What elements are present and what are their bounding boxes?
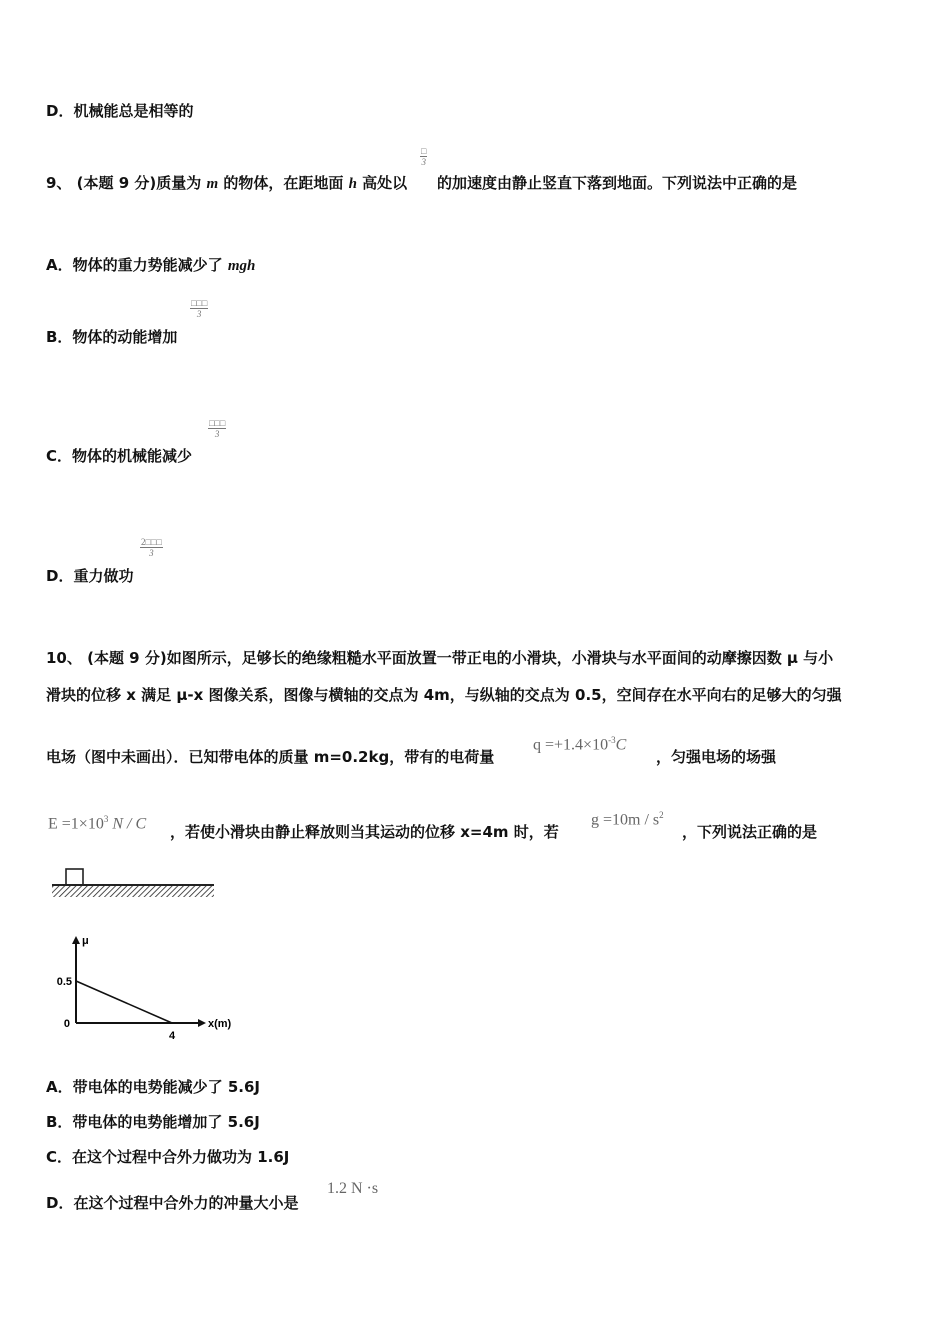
q9-stem-mid2: 高处以 <box>356 174 408 192</box>
q10-option-b: B．带电体的电势能增加了 5.6J <box>46 1113 260 1131</box>
graph-y-intercept-label: 0.5 <box>56 976 72 988</box>
q9-mass-var: m <box>206 176 219 192</box>
q9-stem-mid1: 的物体，在距地面 <box>218 174 349 192</box>
q9-option-b-fraction <box>190 298 208 319</box>
q9-option-d: D．重力做功 <box>46 567 134 585</box>
q9-option-c-den: 3 <box>214 429 220 439</box>
q9-option-c-num: □□□ <box>209 418 226 428</box>
q10-option-d-formula: 1.2 N ·s <box>327 1180 379 1197</box>
q9-option-a <box>46 255 255 276</box>
graph-x-intercept-label: 4 <box>168 1030 176 1042</box>
q9-accel-fraction <box>420 146 427 167</box>
q9-option-c-fraction <box>208 418 226 439</box>
q10-line-4-mid: ，若使小滑块由静止释放则当其运动的位移 x=4m 时，若 <box>170 823 559 841</box>
q10-line-3-pre: 电场（图中未画出）．已知带电体的质量 m=0.2kg，带有的电荷量 <box>46 748 495 766</box>
q9-option-b-den: 3 <box>196 309 202 319</box>
q10-line-3-post: ，匀强电场的场强 <box>656 748 777 766</box>
q10-charge-base: q =+1.4×10 <box>533 736 609 754</box>
q10-gravity-formula <box>591 810 664 829</box>
q9-height-var: h <box>348 176 357 192</box>
q9-option-d-fraction <box>140 537 163 558</box>
graph-x-axis-arrow <box>198 1019 206 1027</box>
q10-mu-x-graph <box>44 928 234 1046</box>
q10-field-unit: N / C <box>108 815 147 833</box>
q9-option-b-num: □□□ <box>191 298 208 308</box>
q10-field-exp: 3 <box>103 814 109 824</box>
graph-x-axis-label: x(m) <box>208 1018 232 1030</box>
q9-option-a-expr: mgh <box>227 258 256 274</box>
q9-accel-den: 3 <box>421 157 426 167</box>
q9-option-b: B．物体的动能增加 <box>46 328 178 346</box>
q10-charge-exp: -3 <box>608 735 616 745</box>
q10-surface-hatch <box>52 886 214 897</box>
q10-line-2: 滑块的位移 x 满足 μ-x 图像关系，图像与横轴的交点为 4m，与纵轴的交点为 0.5，空间存在水平向右的足够大的匀强 <box>46 686 842 704</box>
graph-origin-label: 0 <box>63 1018 70 1030</box>
q10-gravity-base: g =10m / s <box>591 811 660 829</box>
q8-option-d: D．机械能总是相等的 <box>46 102 194 120</box>
q10-field-formula <box>48 814 146 833</box>
q9-option-d-den: 3 <box>149 548 154 558</box>
q10-charge-unit: C <box>615 736 627 754</box>
q10-line-1: 10、 (本题 9 分)如图所示，足够长的绝缘粗糙水平面放置一带正电的小滑块，小滑块与水平面间的动摩擦因数 μ 与小 <box>46 649 834 667</box>
q10-surface-diagram <box>50 866 218 902</box>
q10-line-4-post: ，下列说法正确的是 <box>682 823 818 841</box>
q9-stem-post: 的加速度由静止竖直下落到地面。下列说法中正确的是 <box>437 174 798 192</box>
q9-option-d-num: 2□□□ <box>141 537 162 547</box>
q10-gravity-exp: 2 <box>659 810 664 820</box>
q10-option-d: D．在这个过程中合外力的冲量大小是 <box>46 1194 299 1212</box>
q9-stem <box>46 173 407 194</box>
q10-option-c: C．在这个过程中合外力做功为 1.6J <box>46 1148 290 1166</box>
q9-option-c: C．物体的机械能减少 <box>46 447 193 465</box>
q10-charge-formula <box>533 735 626 754</box>
q10-field-base: E =1×10 <box>48 815 104 833</box>
q10-slider-block <box>66 869 83 885</box>
q9-stem-pre: 9、 (本题 9 分)质量为 <box>46 174 207 192</box>
graph-series-line <box>76 981 172 1023</box>
q10-option-a: A．带电体的电势能减少了 5.6J <box>46 1078 260 1096</box>
graph-y-axis-arrow <box>72 936 80 944</box>
q9-accel-num: □ <box>421 146 427 156</box>
q9-option-a-text: A．物体的重力势能减少了 <box>46 256 228 274</box>
graph-y-axis-label: μ <box>82 935 89 947</box>
